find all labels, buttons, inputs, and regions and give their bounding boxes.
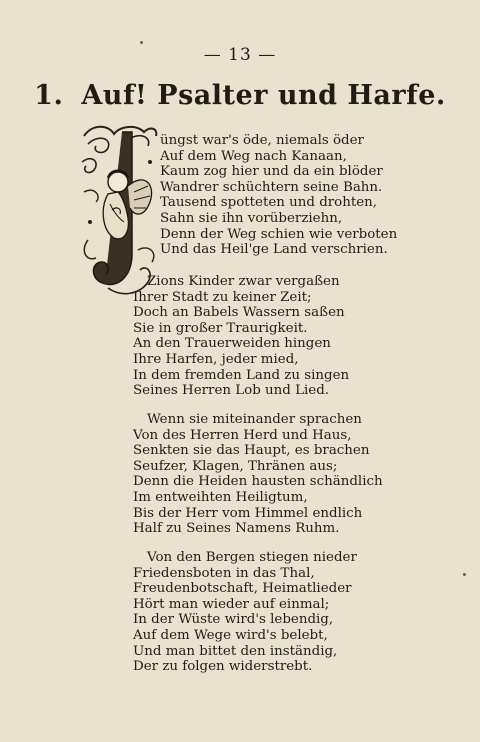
verse-line: In dem fremden Land zu singen [133, 367, 350, 383]
verse-line: Der zu folgen widerstrebt. [133, 659, 313, 675]
verse-line: Denn die Heiden hausten schändlich [133, 474, 383, 490]
verse-line: Zions Kinder zwar vergaßen [147, 274, 340, 289]
print-speck [463, 573, 466, 576]
verse-line: Ihrer Stadt zu keiner Zeit; [133, 289, 312, 305]
stanza-1 [160, 133, 397, 258]
verse-line: In der Wüste wird's lebendig, [133, 612, 334, 628]
verse-line: Kaum zog hier und da ein blöder [160, 164, 383, 180]
verse-line: Wandrer schüchtern seine Bahn. [160, 179, 383, 195]
verse-line: Sie in großer Traurigkeit. [133, 320, 308, 336]
verse-line: Und man bittet den inständig, [133, 643, 338, 659]
verse-line: Von den Bergen stiegen nieder [147, 550, 357, 565]
verse-line: Denn der Weg schien wie verboten [160, 226, 398, 242]
verse-line: Tausend spotteten und drohten, [160, 195, 378, 211]
verse-line: Seufzer, Klagen, Thränen aus; [133, 458, 338, 474]
page-number: — 13 — [203, 45, 277, 65]
verse-line: Senkten sie das Haupt, es brachen [133, 443, 370, 459]
verse-line: Friedensboten in das Thal, [133, 565, 315, 581]
verse-line: üngst war's öde, niemals öder [160, 133, 364, 148]
print-speck [140, 41, 143, 44]
verse-line: Auf dem Wege wird's belebt, [133, 627, 328, 643]
poem-number: 1. [34, 80, 64, 111]
verse-line: Half zu Seines Namens Ruhm. [133, 521, 340, 537]
stanza-4 [133, 550, 357, 675]
stanza-2 [133, 274, 349, 399]
poem-title-text: Auf! Psalter und Harfe. [81, 80, 446, 111]
verse-line: Freudenbotschaft, Heimatlieder [133, 581, 352, 597]
verse-line: Ihre Harfen, jeder mied, [133, 351, 299, 367]
verse-line: Von des Herren Herd und Haus, [133, 427, 352, 443]
verse-line: An den Trauerweiden hingen [133, 336, 331, 352]
verse-line: Doch an Babels Wassern saßen [133, 305, 345, 321]
stanza-3 [133, 412, 383, 537]
poem-title [0, 80, 480, 111]
verse-line: Sahn sie ihn vorüberziehn, [160, 210, 343, 226]
verse-line: Im entweihten Heiligtum, [133, 489, 308, 505]
verse-line: Seines Herren Lob und Lied. [133, 383, 330, 399]
verse-line: Hört man wieder auf einmal; [133, 596, 330, 612]
verse-line: Bis der Herr vom Himmel endlich [133, 505, 363, 521]
verse-line: Und das Heil'ge Land verschrien. [160, 242, 388, 258]
verse-line: Auf dem Weg nach Kanaan, [160, 148, 347, 164]
verse-line: Wenn sie miteinander sprachen [147, 412, 362, 427]
